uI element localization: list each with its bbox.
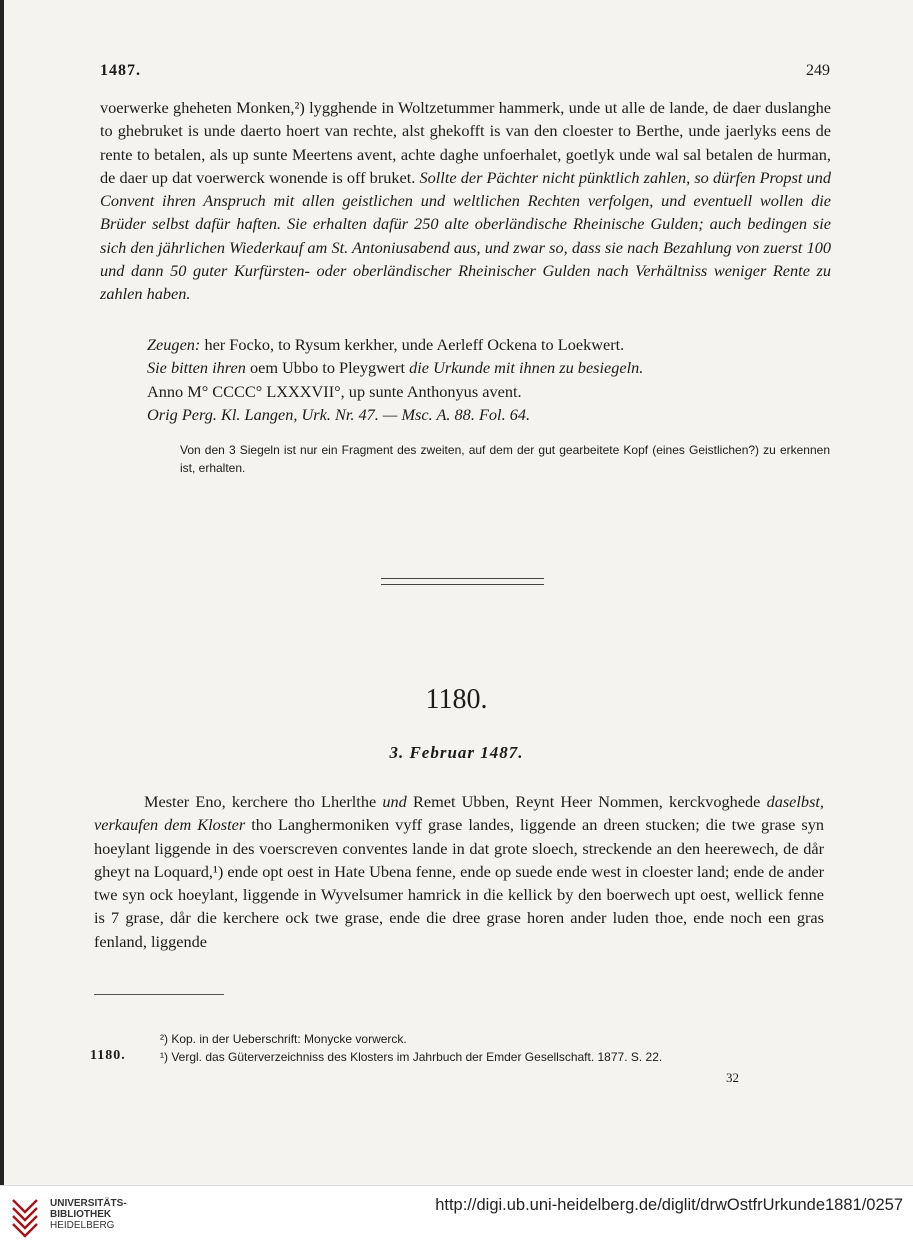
signature-mark: 32 xyxy=(726,1070,739,1085)
document-date: 3. Februar 1487. xyxy=(389,743,524,762)
seal-note: Von den 3 Siegeln ist nur ein Fragment des zweiten, auf dem der gut gearbeitete Kopf (eines Geistlichen?) zu erkennen ist, erhalten. xyxy=(180,443,830,475)
document-text-italic: daselbst, verkaufen dem Kloster xyxy=(94,792,825,835)
footnote-1: ¹) Vergl. das Güterverzeichniss des Klosters im Jahrbuch der Emder Gesellschaft. 1877. S. 22. xyxy=(160,1050,663,1064)
charter-summary-italic: Sollte der Pächter nicht pünktlich zahlen, so dürfen Propst und Convent ihren Anspruch mit allen geistlichen und weltlichen Rechten verfolgen, und eventuell wollen die Brüder selbst dafür haften. Sie erhalten dafür 250 alte oberländische Rheinische Gulden; auch bedingen sie sich den jährlichen Wiederkauf am St. Antoniusabend aus, und zwar so, dass sie nach Bezahlung von zuerst 100 und dann 50 guter Kurfürsten- oder oberländischer Rheinischer Gulden nach Verhältniss weniger Rente zu zahlen haben. xyxy=(100,167,831,304)
footnote-margin-number: 1180. xyxy=(90,1048,126,1063)
witness-text: her Focko, to Rysum kerkher, unde Aerleff Ockena to Loekwert. xyxy=(204,335,625,354)
continued-charter-text xyxy=(100,96,831,306)
viewer-footer xyxy=(0,1185,913,1250)
document-number: 1180. xyxy=(425,684,488,715)
footnote-2: ²) Kop. in der Ueberschrift: Monycke vorwerck. xyxy=(160,1032,407,1046)
permalink-url[interactable]: http://digi.ub.uni-heidelberg.de/diglit/drwOstfrUrkunde1881/0257 xyxy=(435,1196,903,1214)
document-text-3: tho Langhermoniken vyff grase landes, liggende an dreen stucken; die twe grase syn hoeylant liggende in des voerscreven conventes lande in dat grote sloech, streckende an den heerewech, de dår gheyt na Loquard,¹) ende opt oest in Hate Ubena fenne, ende op suede ende west in cloester land; ende de ander twe syn ock hoeylant, liggende in Wyvelsumer hamrick in die kellick by den boerwech upt oest, wellick fenne is 7 grase, dår die kerchere ock twe grase, ende die dree grase horen ander luden thoe, ende noch een gras fenland, liggende xyxy=(94,815,824,951)
running-header-year: 1487. xyxy=(100,62,141,79)
charter-text-plain: voerwerke gheheten Monken,²) lygghende in Woltzetummer hammerk, unde ut alle de lande, de daer duslanghe to ghebruket is unde daerto hoert van rechte, alst ghekofft is van den cloester to Berthe, unde jaerlyks eens de rente to betalen, als up sunte Meertens avent, achte daghe unfoerhalet, goetlyk unde wal sal betalen de hurman, de daer up dat voerwerck wonende is off bruket. xyxy=(100,98,831,187)
seal-request-plain: oem Ubbo to Pleygwert xyxy=(249,358,406,378)
library-logo-icon xyxy=(10,1194,40,1238)
document-text xyxy=(94,790,824,953)
seal-request-italic-2: die Urkunde mit ihnen zu besiegeln. xyxy=(409,358,644,378)
footnotes xyxy=(160,1030,662,1066)
section-divider xyxy=(381,578,544,585)
source-line: Orig Perg. Kl. Langen, Urk. Nr. 47. — Msc. A. 88. Fol. 64. xyxy=(147,404,531,424)
footnote-rule xyxy=(94,994,224,995)
document-text-1: Mester Eno, kerchere tho Lherlthe xyxy=(144,792,377,811)
anno-line: Anno M° CCCC° LXXXVII°, up sunte Anthonyus avent. xyxy=(147,381,522,401)
page-number: 249 xyxy=(806,62,830,79)
witness-label: Zeugen: xyxy=(147,335,201,354)
document-text-2: Remet Ubben, Reynt Heer Nommen, kerckvoghede xyxy=(413,792,761,811)
witness-block xyxy=(147,333,643,426)
seal-request-italic-1: Sie bitten ihren xyxy=(147,358,246,378)
library-name: UNIVERSITÄTS- BIBLIOTHEK HEIDELBERG xyxy=(50,1198,127,1231)
document-text-und: und xyxy=(382,792,407,811)
